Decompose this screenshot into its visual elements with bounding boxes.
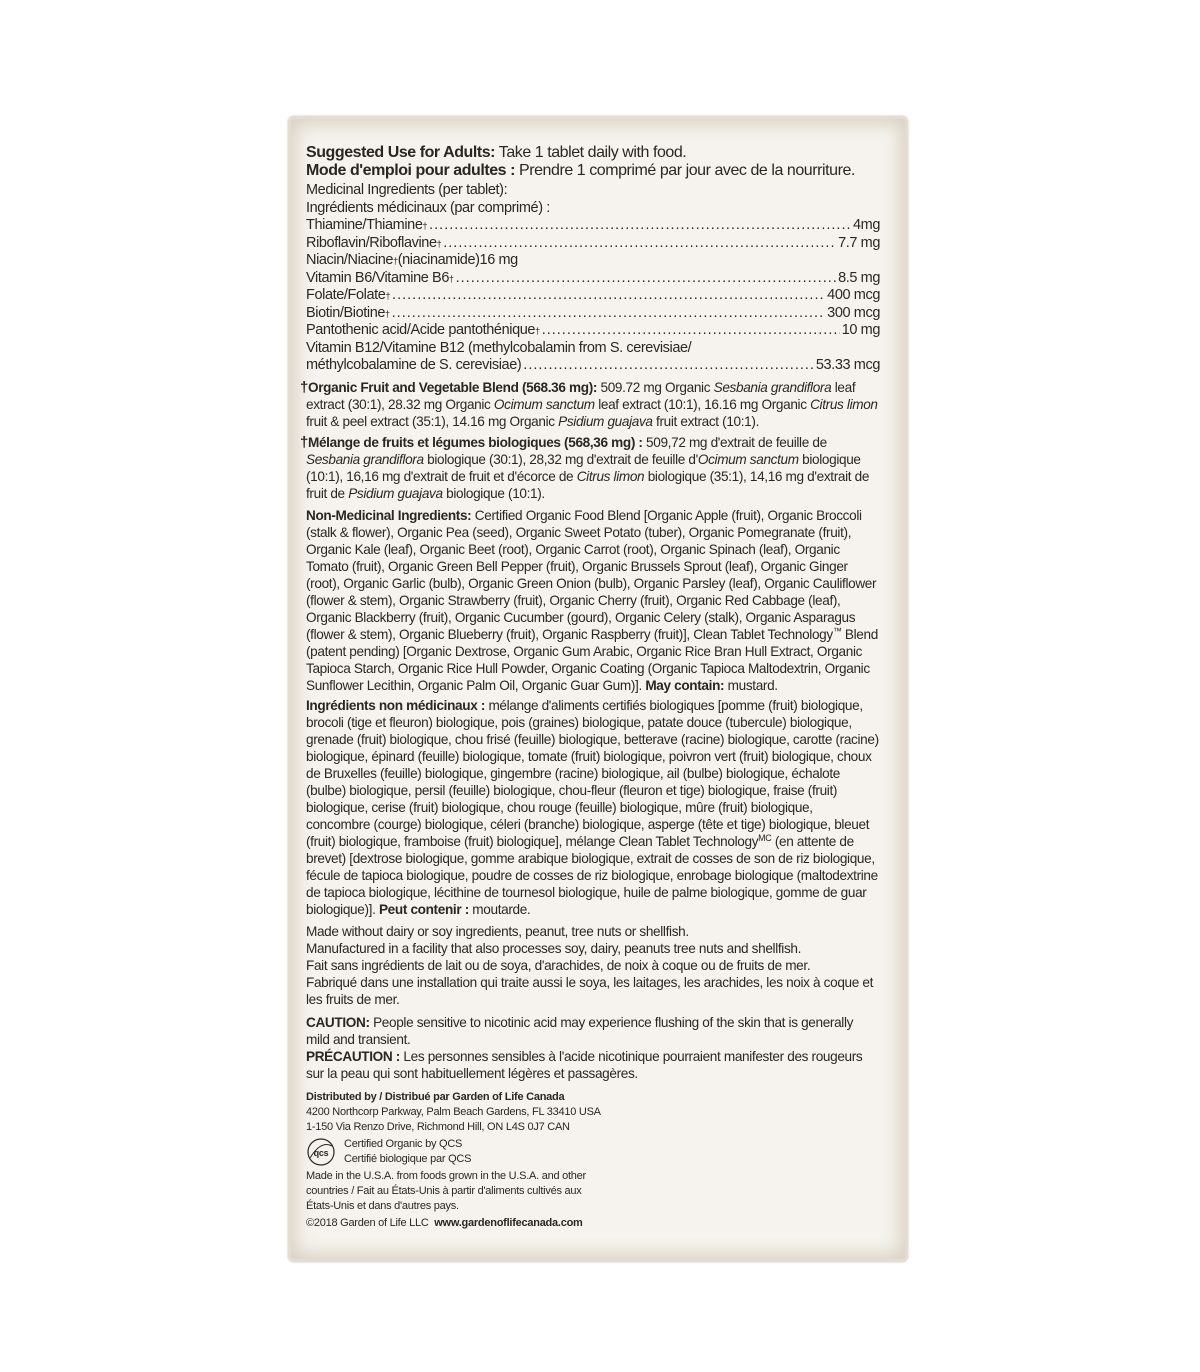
non-medicinal-ingredients-fr: Ingrédients non médicinaux : mélange d'aliments certifiés biologiques [pomme (fruit) biologique, brocoli (tige et fleuron) biologique, pois (graines) biologique, patate douce (tubercule) biologique, grenade (fruit) biologique, chou frisé (feuille) biologique, betterave (racine) biologique, carotte (racine) biologique, épinard (feuille) biologique, tomate (fruit) biologique, poivron vert (fruit) biologique, choux de Bruxelles (feuille) biologique, gingembre (racine) biologique, ail (bulbe) biologique, échalote (bulbe) biologique, persil (feuille) biologique, chou-fleur (fleuron et tige) biologique, fraise (fruit) biologique, cerise (fruit) biologique, chou rouge (feuille) biologique, mûre (fruit) biologique, concombre (courge) biologique, céleri (branche) biologique, asperge (tête et tige) biologique, bleuet (fruit) biologique, framboise (fruit) biologique], mélange Clean Tablet Technology$^{MC}$ (en attente de brevet) [dextrose biologique, gomme arabique biologique, extrait de cosses de son de riz biologique, fécule de tapioca biologique, poudre de cosses de riz biologique, enrobage biologique (maltodextrine de tapioca biologique, lécithine de tournesol biologique, huile de palme biologique, gomme de guar biologique)]. Peut contenir : moutarde.: [306, 697, 879, 917]
medicinal-row: Folate/Folate † ..... 400 mcg: [306, 287, 880, 305]
suggested-use-fr: Mode d'emploi pour adultes : Prendre 1 comprimé par jour avec de la nourriture.: [306, 161, 855, 179]
ingredient-amount: 8.5 mg: [838, 269, 880, 286]
website-link[interactable]: www.gardenoflifecanada.com: [434, 1216, 583, 1229]
ingredient-name: Pantothenic acid/Acide pantothénique: [306, 322, 536, 338]
svg-text:qcs: qcs: [313, 1147, 329, 1158]
ingredient-amount: 300 mcg: [827, 304, 880, 321]
b12-line2: méthylcobalamine de S. cerevisiae): [306, 357, 522, 373]
medicinal-row: Thiamine/Thiamine † ..... 4mg: [306, 217, 880, 235]
ingredient-amount: 10 mg: [841, 322, 880, 338]
b12-amount: 53.33 mcg: [815, 357, 880, 373]
medicinal-row: Niacin/Niacine † (niacinamide)16 mg: [306, 252, 518, 268]
allergen-statement: Made without dairy or soy ingredients, peanut, tree nuts or shellfish. Manufactured in a facility that also processes soy, dairy, peanuts tree nuts and shellfish. Fait sans ingrédients de lait ou de soya, d'arachides, de noix à coque ou de fruits de mer. Fabriqué dans une installation qui traite aussi le soya, les laitages, les arachides, les noix à coque et les fruits de mer.: [306, 923, 874, 1007]
cert-fr: Certifié biologique par QCS: [344, 1152, 472, 1165]
b12-row: [306, 357, 880, 375]
medicinal-heading-en: Medicinal Ingredients (per tablet):: [306, 182, 508, 198]
medicinal-row: Pantothenic acid/Acide pantothénique † ..... 10 mg: [306, 322, 880, 340]
ingredient-name: Vitamin B6/Vitamine B6: [306, 269, 449, 286]
caution-en: CAUTION: People sensitive to nicotinic acid may experience flushing of the skin that is generally mild and transient.: [306, 1014, 854, 1047]
ingredient-name: Thiamine/Thiamine: [306, 217, 423, 233]
medicinal-heading-fr: Ingrédients médicinaux (par comprimé) :: [306, 199, 550, 216]
label-content: [300, 144, 880, 1231]
cert-en: Certified Organic by QCS: [344, 1137, 463, 1150]
ingredient-name: Folate/Folate: [306, 287, 386, 303]
ingredient-name: Niacin/Niacine: [306, 252, 394, 268]
distributor-label: Distributed by / Distribué par Garden of Life Canada: [306, 1090, 565, 1103]
medicinal-row: Biotin/Biotine † ..... 300 mcg: [306, 305, 880, 323]
medicinal-row: Vitamin B6/Vitamine B6 † ..... 8.5 mg: [306, 270, 880, 288]
medicinal-ingredients: [306, 182, 880, 375]
caution-statement: [306, 1014, 880, 1082]
copyright-line: ©2018 Garden of Life LLC www.gardenoflifecanada.com: [306, 1216, 583, 1229]
caution-fr: PRÉCAUTION : Les personnes sensibles à l'acide nicotinique pourraient manifester des rougeurs sur la peau qui sont habituellement légères et passagères.: [306, 1048, 863, 1081]
distributor-info: [306, 1090, 880, 1231]
made-in-statement: Made in the U.S.A. from foods grown in the U.S.A. and other countries / Fait au États-Unis à partir d'aliments cultivés aux États-Unis et dans d'autres pays.: [306, 1169, 586, 1212]
medicinal-rows: [306, 217, 880, 340]
ingredient-amount: 7.7 mg: [838, 234, 880, 251]
organic-blend-en: †Organic Fruit and Vegetable Blend (568.36 mg): 509.72 mg Organic Sesbania grandiflora leaf extract (30:1), 28.32 mg Organic Ocimum sanctum leaf extract (10:1), 16.16 mg Organic Citrus limon fruit & peel extract (35:1), 14.16 mg Organic Psidium guajava fruit extract (10:1).: [300, 378, 878, 429]
ingredient-amount: 4mg: [852, 217, 880, 233]
organic-blend-fr: †Mélange de fruits et légumes biologiques (568,36 mg) : 509,72 mg d'extrait de feuille de Sesbania grandiflora biologique (30:1), 28,32 mg d'extrait de feuille d'Ocimum sanctum biologique (10:1), 16,16 mg d'extrait de fruit et d'écorce de Citrus limon biologique (35:1), 14,16 mg d'extrait de fruit de Psidium guajava biologique (10:1).: [300, 433, 870, 501]
address-canada: 1-150 Via Renzo Drive, Richmond Hill, ON L4S 0J7 CAN: [306, 1120, 570, 1133]
suggested-use: [306, 144, 880, 179]
ingredient-suffix: (niacinamide)16 mg: [397, 252, 518, 268]
ingredient-name: Biotin/Biotine: [306, 304, 386, 321]
non-medicinal-ingredients-en: Non-Medicinal Ingredients: Certified Organic Food Blend [Organic Apple (fruit), Organic Broccoli (stalk & flower), Organic Pea (seed), Organic Sweet Potato (tuber), Organic Pomegranate (fruit), Organic Kale (leaf), Organic Beet (root), Organic Carrot (root), Organic Spinach (leaf), Organic Tomato (fruit), Organic Green Bell Pepper (fruit), Organic Brussels Sprout (leaf), Organic Ginger (root), Organic Garlic (bulb), Organic Green Onion (bulb), Organic Parsley (leaf), Organic Cauliflower (flower & stem), Organic Strawberry (fruit), Organic Cherry (fruit), Organic Red Cabbage (leaf), Organic Blackberry (fruit), Organic Cucumber (gourd), Organic Celery (stalk), Organic Asparagus (flower & stem), Organic Blueberry (fruit), Organic Raspberry (fruit)], Clean Tablet Technology™ Blend (patent pending) [Organic Dextrose, Organic Gum Arabic, Organic Rice Bran Hull Extract, Organic Tapioca Starch, Organic Rice Hull Powder, Organic Coating (Organic Tapioca Maltodextrin, Organic Sunflower Lecithin, Organic Palm Oil, Organic Guar Gum)]. May contain: mustard.: [306, 507, 878, 693]
medicinal-row: Riboflavin/Riboflavine † ..... 7.7 mg: [306, 235, 880, 253]
ingredient-amount: 400 mcg: [827, 287, 880, 303]
qcs-certification-icon: [306, 1137, 336, 1167]
suggested-use-en: Suggested Use for Adults: Take 1 tablet daily with food.: [306, 144, 687, 161]
organic-certification: [306, 1137, 880, 1167]
b12-line: Vitamin B12/Vitamine B12 (methylcobalamin from S. cerevisiae/: [306, 339, 692, 356]
ingredient-name: Riboflavin/Riboflavine: [306, 234, 437, 251]
address-usa: 4200 Northcorp Parkway, Palm Beach Gardens, FL 33410 USA: [306, 1105, 601, 1118]
